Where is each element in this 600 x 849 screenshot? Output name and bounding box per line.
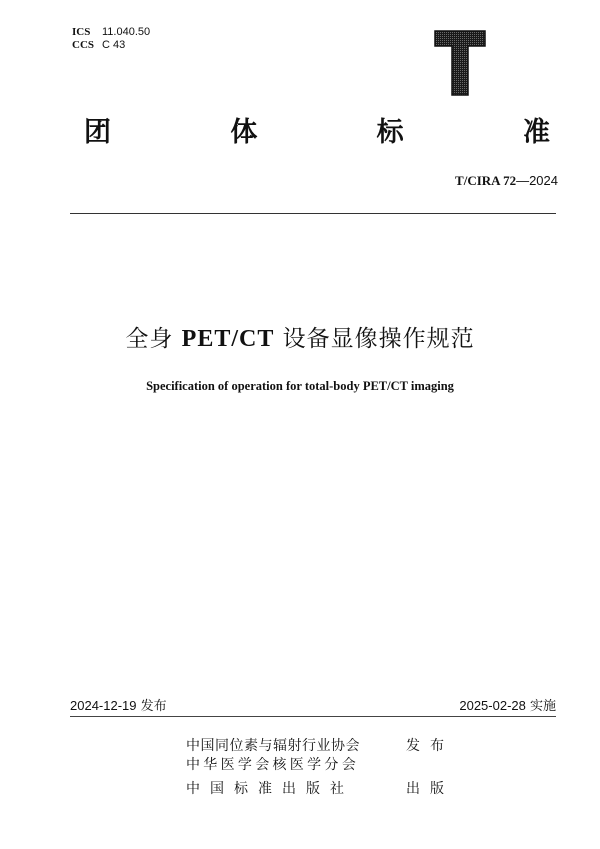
standard-number-prefix: T/CIRA 72 xyxy=(455,173,517,188)
ccs-line xyxy=(72,39,150,52)
footer-divider xyxy=(70,716,556,717)
standard-type-heading xyxy=(84,117,550,149)
title-cn-post: 设备显像操作规范 xyxy=(274,326,475,352)
title-chinese xyxy=(0,324,600,354)
ccs-label: CCS xyxy=(72,39,95,51)
issuer-org-2: 中华医学会核医学分会 xyxy=(186,757,359,773)
std-type-char-1: 团 xyxy=(84,117,111,148)
classification-codes xyxy=(72,26,150,52)
ccs-value: C 43 xyxy=(102,39,126,51)
implement-date xyxy=(459,698,556,715)
standard-number xyxy=(455,173,558,189)
publisher-action: 出版 xyxy=(406,781,454,797)
issue-date-value: 2024-12-19 xyxy=(70,698,137,713)
standard-number-year: —2024 xyxy=(516,173,558,188)
title-cn-pre: 全身 xyxy=(125,326,182,352)
issuer-org-1: 中国同位素与辐射行业协会 xyxy=(186,738,360,754)
title-english: Specification of operation for total-body PET/CT imaging xyxy=(146,379,454,393)
issue-date-label: 发布 xyxy=(136,699,167,714)
implement-date-label: 实施 xyxy=(525,699,556,714)
issuer-action: 发布 xyxy=(406,738,454,754)
ics-line xyxy=(72,26,150,39)
ics-label: ICS xyxy=(72,26,91,38)
publisher: 中国标准出版社 xyxy=(186,781,354,797)
implement-date-value: 2025-02-28 xyxy=(459,698,526,713)
title-cn-latin: PET/CT xyxy=(181,326,275,352)
big-t-icon xyxy=(434,30,486,96)
issue-date xyxy=(70,698,167,715)
standard-type-logo xyxy=(434,30,486,96)
std-type-char-4: 准 xyxy=(522,117,550,148)
std-type-char-2: 体 xyxy=(230,117,258,148)
ics-value: 11.040.50 xyxy=(102,26,151,38)
std-type-char-3: 标 xyxy=(376,117,404,148)
header-divider xyxy=(70,213,556,214)
